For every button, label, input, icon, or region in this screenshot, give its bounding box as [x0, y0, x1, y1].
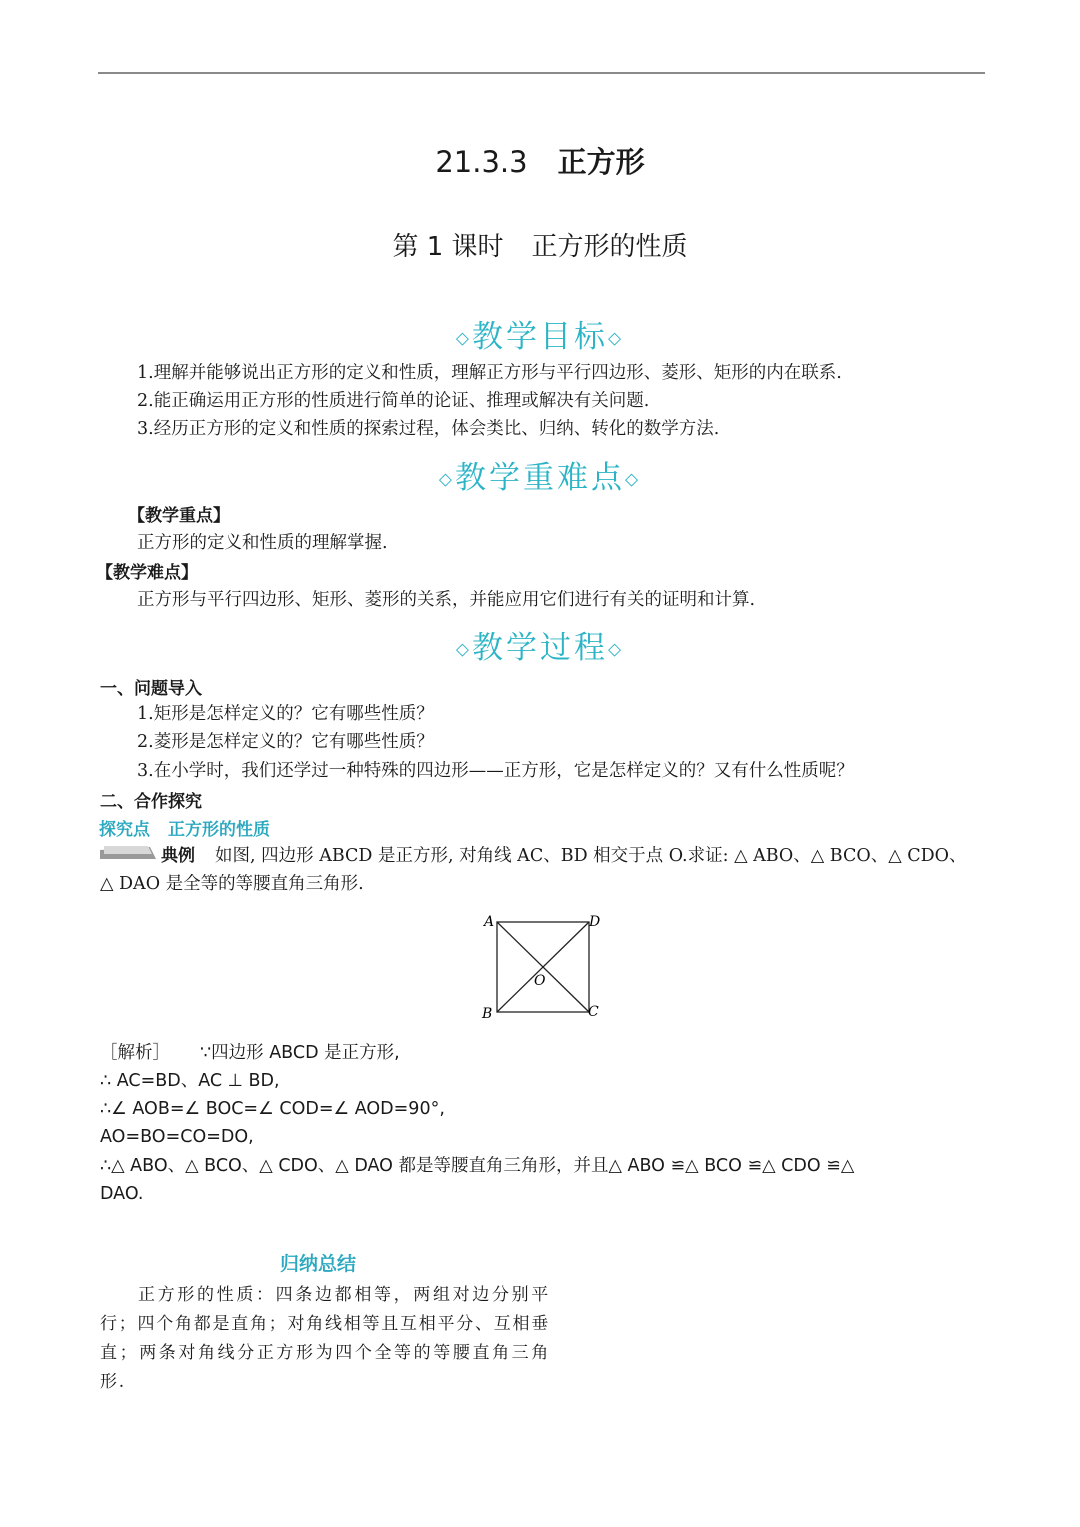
page-title: [0, 140, 1080, 181]
summary-title: 归纳总结: [280, 1253, 357, 1275]
summary-text: 正方形的性质：四条边都相等，两组对边分别平行；四个角都是直角；对角线相等且互相平分、互相垂直；两条对角线分正方形为四个全等的等腰直角三角形.: [100, 1285, 550, 1392]
objective-item: 1.理解并能够说出正方形的定义和性质，理解正方形与平行四边形、菱形、矩形的内在联系.: [137, 363, 842, 383]
focus-label: 【教学重点】: [128, 506, 230, 526]
objective-item: 3.经历正方形的定义和性质的探索过程，体会类比、归纳、转化的数学方法.: [137, 419, 720, 439]
example-banner-icon: [100, 845, 160, 861]
diamond-icon: ◇: [438, 469, 455, 490]
explore-label: 探究点: [99, 820, 150, 840]
lesson-title: [0, 226, 1080, 263]
label-o: O: [534, 973, 546, 989]
label-c: C: [588, 1004, 599, 1020]
part2-title: 二、合作探究: [100, 792, 202, 812]
top-rule: [98, 72, 985, 74]
section-title: 正方形: [557, 145, 645, 179]
keypoints-heading: ◇教学重难点◇: [438, 460, 642, 496]
label-a: A: [484, 914, 495, 930]
solution-line: DAO.: [100, 1184, 144, 1204]
question-item: 1.矩形是怎样定义的？它有哪些性质？: [137, 704, 434, 724]
example-line: [161, 842, 967, 870]
explore-title: 正方形的性质: [168, 820, 270, 840]
solution-label: ［解析］: [100, 1043, 170, 1063]
solution-line: ∵四边形 ABCD 是正方形,: [200, 1043, 400, 1063]
diamond-icon: ◇: [608, 328, 625, 349]
solution-line: ∴ AC=BD、AC ⊥ BD,: [100, 1071, 280, 1091]
lesson-label: 第 1 课时: [392, 232, 504, 262]
question-item: 3.在小学时，我们还学过一种特殊的四边形——正方形，它是怎样定义的？又有什么性质呢？: [137, 761, 854, 781]
diamond-icon: ◇: [455, 639, 472, 660]
label-d: D: [589, 914, 601, 930]
example-line-2: △ DAO 是全等的等腰直角三角形.: [100, 874, 364, 894]
square-figure: [478, 908, 608, 1026]
objective-item: 2.能正确运用正方形的性质进行简单的论证、推理或解决有关问题.: [137, 391, 650, 411]
part1-title: 一、问题导入: [100, 679, 202, 699]
section-number: 21.3.3: [435, 145, 528, 179]
diamond-icon: ◇: [455, 328, 472, 349]
solution-line: AO=BO=CO=DO,: [100, 1127, 254, 1147]
label-b: B: [482, 1006, 493, 1022]
explore-point: [99, 815, 270, 840]
focus-text: 正方形的定义和性质的理解掌握.: [137, 533, 388, 553]
process-heading: ◇教学过程◇: [455, 630, 625, 666]
lesson-name: 正方形的性质: [531, 232, 688, 262]
objectives-heading: ◇教学目标◇: [455, 319, 625, 355]
solution-first-line: [100, 1039, 400, 1067]
question-item: 2.菱形是怎样定义的？它有哪些性质？: [137, 732, 434, 752]
example-text: 如图, 四边形 ABCD 是正方形, 对角线 AC、BD 相交于点 O.求证: △ ABO、△ BCO、△ CDO、: [215, 846, 967, 866]
example-label: 典例: [161, 846, 195, 866]
difficulty-label: 【教学难点】: [96, 563, 198, 583]
diamond-icon: ◇: [625, 469, 642, 490]
difficulty-text: 正方形与平行四边形、矩形、菱形的关系，并能应用它们进行有关的证明和计算.: [137, 590, 756, 610]
solution-line: ∴△ ABO、△ BCO、△ CDO、△ DAO 都是等腰直角三角形，并且△ ABO ≌△ BCO ≌△ CDO ≌△: [100, 1156, 855, 1176]
solution-line: ∴∠ AOB=∠ BOC=∠ COD=∠ AOD=90°,: [100, 1099, 445, 1119]
diamond-icon: ◇: [608, 639, 625, 660]
